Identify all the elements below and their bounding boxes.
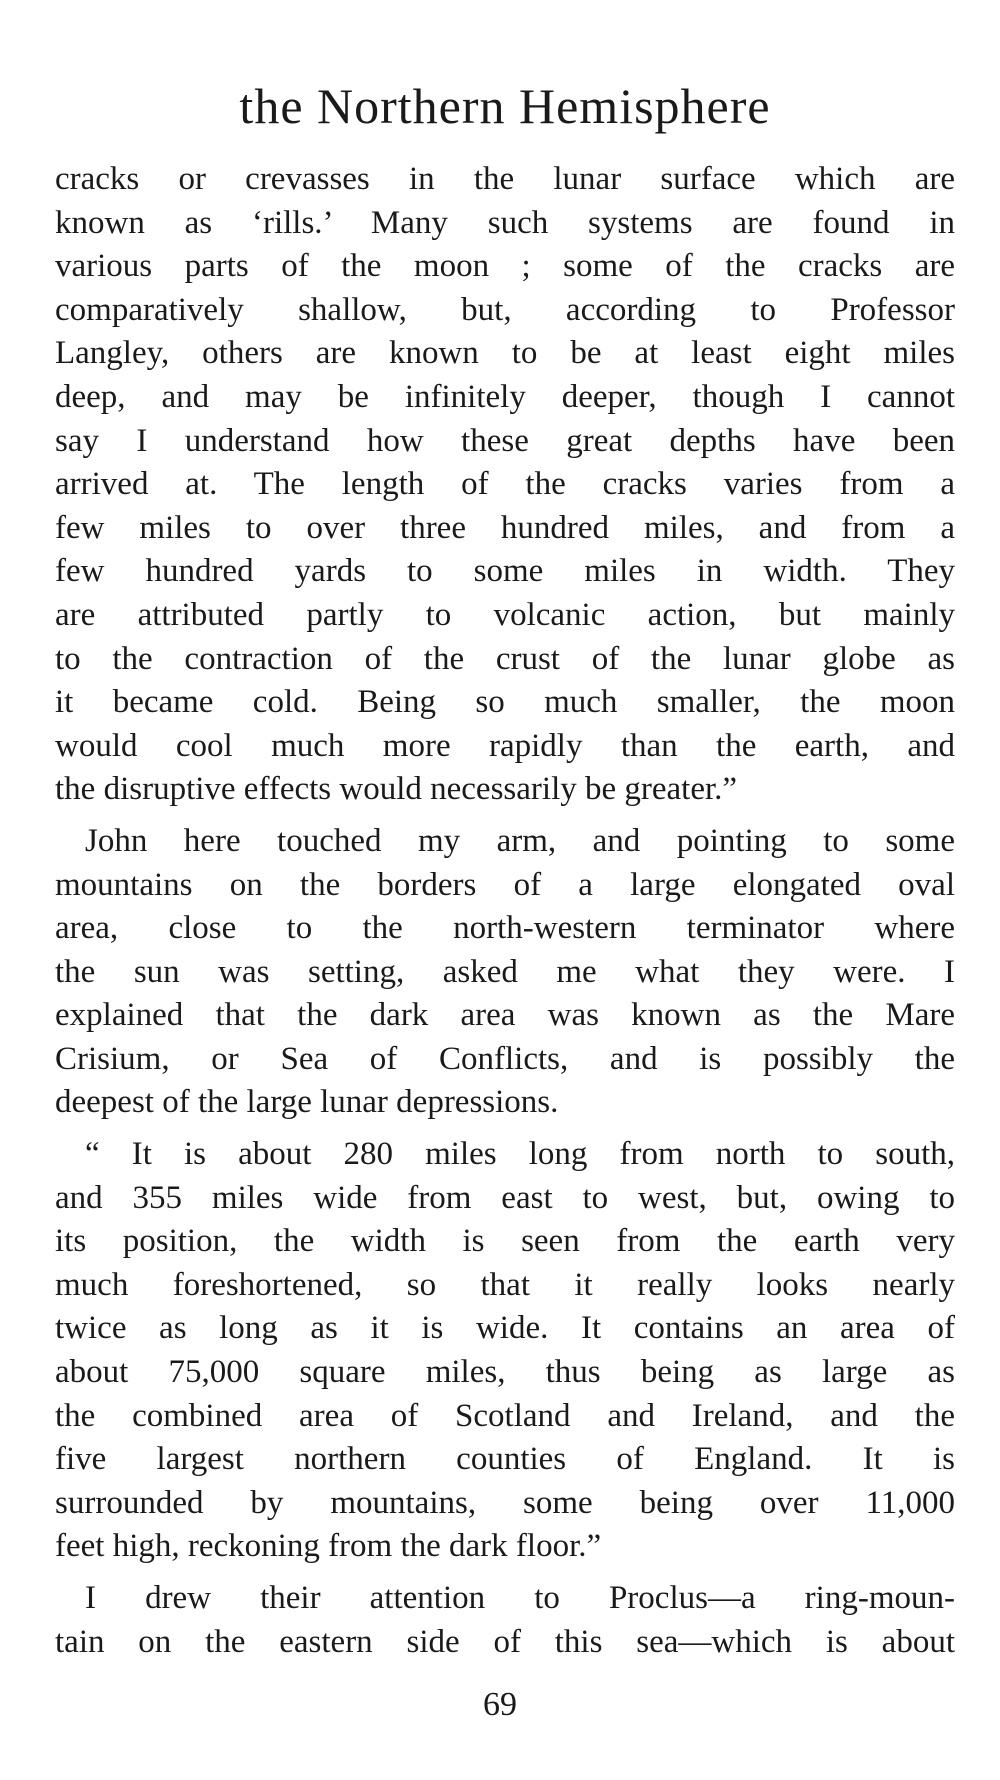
text-line: deep, and may be infinitely deeper, though I cannot (55, 378, 955, 415)
text-line: the combined area of Scotland and Ireland, and the (55, 1397, 955, 1434)
paragraph-dimensions (55, 1133, 955, 1569)
text-line: area, close to the north-western terminator where (55, 910, 955, 947)
text-line: feet high, reckoning from the dark floor.” (55, 1528, 602, 1565)
text-line: arrived at. The length of the cracks varies from a (55, 466, 955, 503)
text-line: the sun was setting, asked me what they were. I (55, 953, 955, 990)
paragraph-rills (55, 158, 955, 812)
text-line: surrounded by mountains, some being over 11,000 (55, 1484, 955, 1521)
text-line: “ It is about 280 miles long from north to south, (85, 1136, 955, 1173)
text-line: five largest northern counties of England. It is (55, 1441, 955, 1478)
text-line: about 75,000 square miles, thus being as large as (55, 1354, 955, 1391)
text-line: and 355 miles wide from east to west, but, owing to (55, 1179, 955, 1216)
text-line: known as ‘rills.’ Many such systems are found in (55, 204, 955, 241)
page-number: 69 (483, 1686, 517, 1723)
text-line: say I understand how these great depths have been (55, 422, 955, 459)
text-line: to the contraction of the crust of the lunar globe as (55, 640, 955, 677)
text-line: mountains on the borders of a large elongated oval (55, 866, 955, 903)
text-line: cracks or crevasses in the lunar surface which are (55, 161, 955, 197)
text-line: I drew their attention to Proclus—a ring-moun- (85, 1580, 955, 1616)
text-line: are attributed partly to volcanic action, but mainly (55, 596, 955, 633)
text-line: various parts of the moon ; some of the cracks are (55, 248, 955, 285)
text-line: explained that the dark area was known as the Mare (55, 997, 955, 1034)
text-line: John here touched my arm, and pointing to some (85, 822, 955, 859)
text-line: it became cold. Being so much smaller, the moon (55, 684, 955, 721)
text-line: Langley, others are known to be at least eight miles (55, 335, 955, 372)
text-line: deepest of the large lunar depressions. (55, 1084, 559, 1121)
book-page (55, 0, 955, 1672)
text-line: twice as long as it is wide. It contains an area of (55, 1310, 955, 1347)
text-line: its position, the width is seen from the earth very (55, 1223, 955, 1260)
text-line: tain on the eastern side of this sea—which is about (55, 1623, 955, 1660)
paragraph-mare-crisium (55, 820, 955, 1125)
running-head: the Northern Hemisphere (239, 78, 771, 134)
text-line: the disruptive effects would necessarily be greater.” (55, 771, 738, 808)
text-line: would cool much more rapidly than the earth, and (55, 727, 955, 764)
text-line: few hundred yards to some miles in width. They (55, 553, 955, 590)
paragraph-proclus (55, 1577, 955, 1664)
text-line: much foreshortened, so that it really looks nearly (55, 1266, 955, 1303)
text-line: Crisium, or Sea of Conflicts, and is possibly the (55, 1040, 955, 1077)
text-line: few miles to over three hundred miles, and from a (55, 509, 955, 546)
text-line: comparatively shallow, but, according to Professor (55, 291, 955, 328)
